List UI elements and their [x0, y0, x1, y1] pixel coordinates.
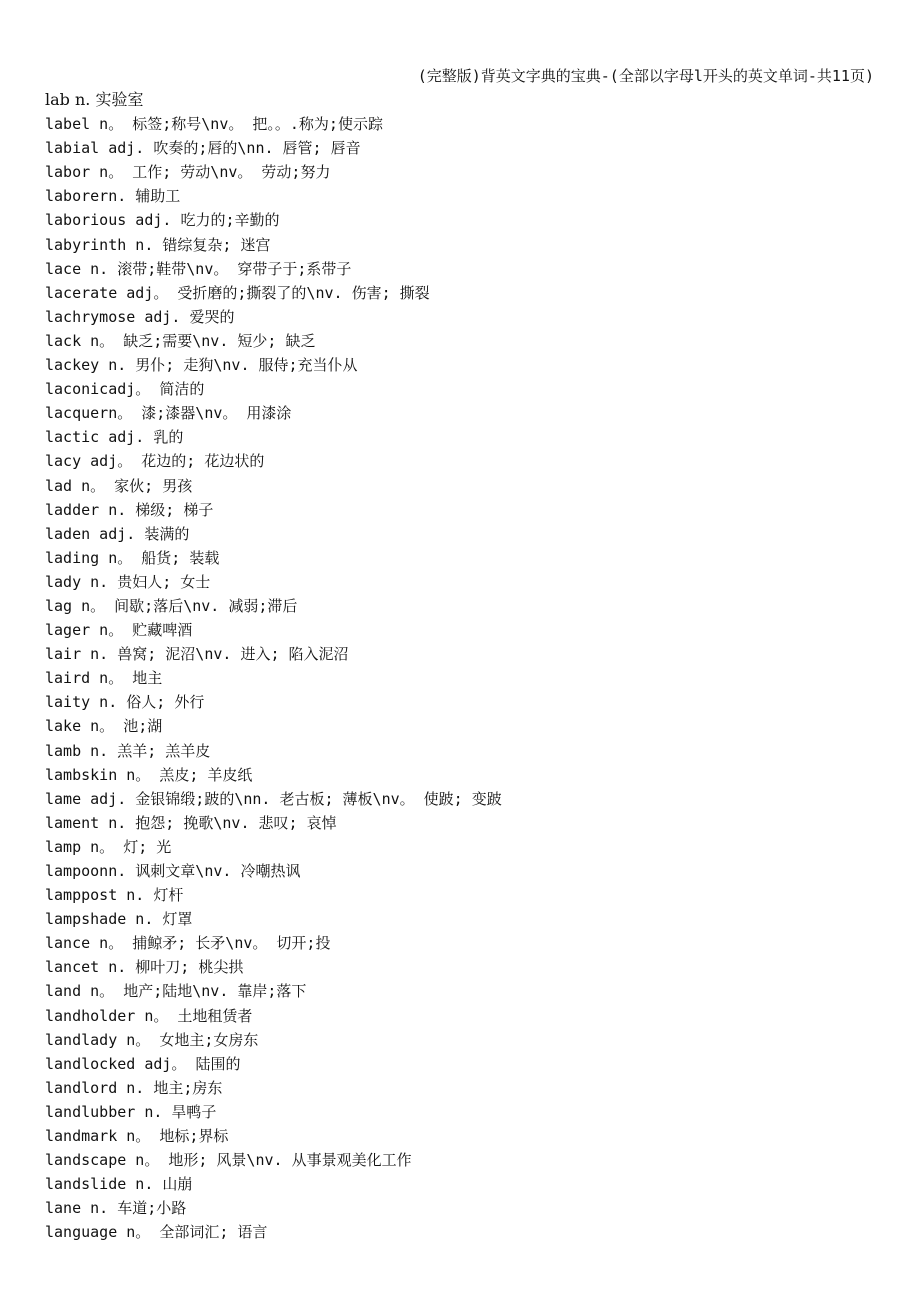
dictionary-entry: landholder n。 土地租赁者 [45, 1006, 253, 1025]
dictionary-entry: lachrymose adj. 爱哭的 [45, 307, 235, 326]
dictionary-entry: landlubber n. 旱鸭子 [45, 1102, 217, 1121]
dictionary-entry: language n。 全部词汇; 语言 [45, 1223, 268, 1242]
dictionary-entry: lance n。 捕鲸矛; 长矛\nv。 切开;投 [45, 934, 331, 953]
dictionary-entry: landlocked adj。 陆围的 [45, 1054, 241, 1073]
dictionary-entry: lamppost n. 灯杆 [45, 886, 184, 905]
dictionary-entry: laborious adj. 吃力的;辛勤的 [45, 211, 280, 230]
dictionary-entry: lacquern。 漆;漆器\nv。 用漆涂 [45, 404, 292, 423]
dictionary-entry: lake n。 池;湖 [45, 717, 163, 736]
dictionary-entry: lame adj. 金银锦缎;跛的\nn. 老古板; 薄板\nv。 使跛; 变跛 [45, 789, 502, 808]
dictionary-entry: ladder n. 梯级; 梯子 [45, 500, 214, 519]
dictionary-entry: lair n. 兽窝; 泥沼\nv. 进入; 陷入泥沼 [45, 645, 349, 664]
dictionary-entry: lane n. 车道;小路 [45, 1199, 187, 1218]
dictionary-entry: lady n. 贵妇人; 女士 [45, 572, 211, 591]
dictionary-entry: lactic adj. 乳的 [45, 428, 184, 447]
dictionary-entry: landslide n. 山崩 [45, 1175, 193, 1194]
dictionary-entry: laconicadj。 简洁的 [45, 380, 205, 399]
dictionary-entry: labial adj. 吹奏的;唇的\nn. 唇管; 唇音 [45, 139, 361, 158]
dictionary-entry: lace n. 滚带;鞋带\nv。 穿带子于;系带子 [45, 259, 352, 278]
dictionary-entry: lamb n. 羔羊; 羔羊皮 [45, 741, 211, 760]
dictionary-entry: laden adj. 装满的 [45, 524, 190, 543]
dictionary-entry: lampshade n. 灯罩 [45, 910, 193, 929]
dictionary-entry: labor n。 工作; 劳动\nv。 劳动;努力 [45, 163, 331, 182]
dictionary-entry: lacerate adj。 受折磨的;撕裂了的\nv. 伤害; 撕裂 [45, 283, 430, 302]
dictionary-entry: laborern. 辅助工 [45, 187, 181, 206]
dictionary-entry: landmark n。 地标;界标 [45, 1127, 229, 1146]
dictionary-entry: lager n。 贮藏啤酒 [45, 621, 193, 640]
dictionary-entry: lab n. 实验室 [45, 90, 144, 109]
dictionary-entry: laity n. 俗人; 外行 [45, 693, 205, 712]
dictionary-entry: lading n。 船货; 装载 [45, 548, 220, 567]
dictionary-entry: landlord n. 地主;房东 [45, 1078, 223, 1097]
dictionary-entry: lag n。 间歇;落后\nv. 减弱;滞后 [45, 596, 298, 615]
dictionary-entry: lamp n。 灯; 光 [45, 837, 172, 856]
dictionary-entry: lack n。 缺乏;需要\nv. 短少; 缺乏 [45, 331, 316, 350]
dictionary-entry: laird n。 地主 [45, 669, 163, 688]
dictionary-entry: landlady n。 女地主;女房东 [45, 1030, 259, 1049]
dictionary-entry: lament n. 抱怨; 挽歌\nv. 悲叹; 哀悼 [45, 813, 337, 832]
dictionary-entry: lancet n. 柳叶刀; 桃尖拱 [45, 958, 244, 977]
dictionary-entry: labyrinth n. 错综复杂; 迷宫 [45, 235, 271, 254]
page-header-title: (完整版)背英文字典的宝典-(全部以字母l开头的英文单词-共11页) [417, 67, 874, 85]
dictionary-entry-list [45, 88, 900, 1245]
dictionary-entry: lampoonn. 讽刺文章\nv. 冷嘲热讽 [45, 862, 301, 880]
dictionary-entry: lacy adj。 花边的; 花边状的 [45, 452, 265, 471]
dictionary-entry: landscape n。 地形; 风景\nv. 从事景观美化工作 [45, 1151, 412, 1170]
dictionary-entry: lad n。 家伙; 男孩 [45, 476, 193, 495]
dictionary-entry: lambskin n。 羔皮; 羊皮纸 [45, 765, 253, 784]
dictionary-entry: label n。 标签;称号\nv。 把。。.称为;使示踪 [45, 115, 383, 134]
dictionary-entry: lackey n. 男仆; 走狗\nv. 服侍;充当仆从 [45, 356, 358, 375]
dictionary-entry: land n。 地产;陆地\nv. 靠岸;落下 [45, 982, 307, 1001]
